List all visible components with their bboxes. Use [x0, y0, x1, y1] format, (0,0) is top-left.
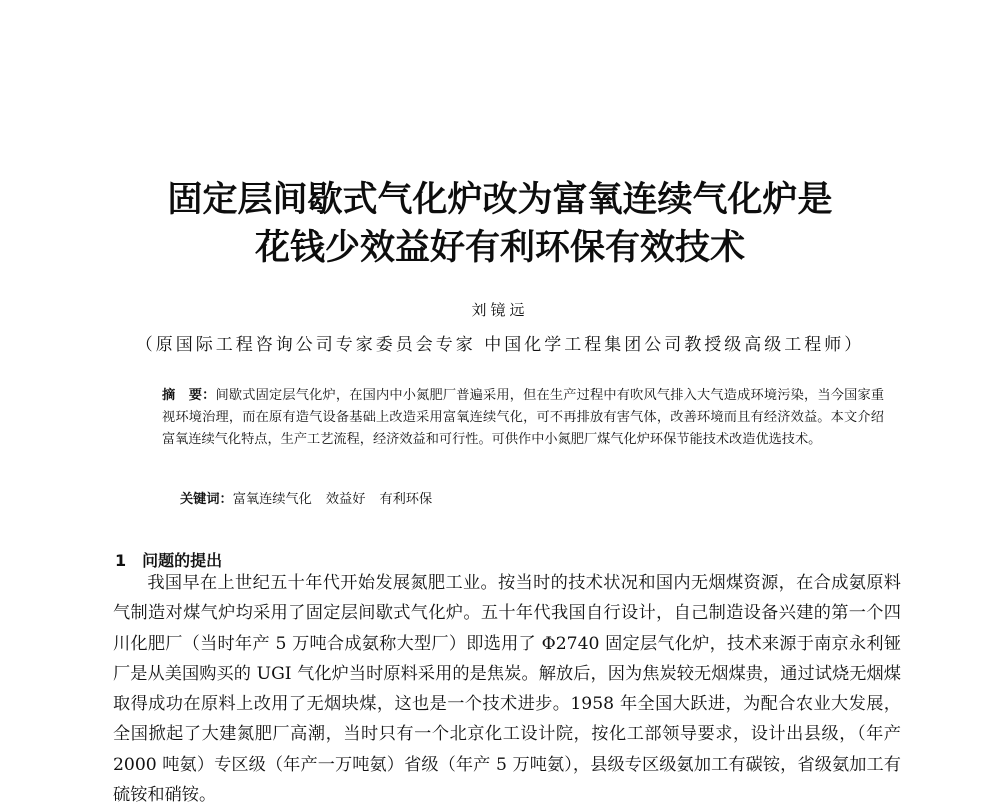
author-name: 刘镜远 [471, 301, 529, 319]
section-body [113, 568, 901, 810]
author-affiliation: （原国际工程咨询公司专家委员会专家 中国化学工程集团公司教授级高级工程师） [135, 335, 865, 355]
keywords-label: 关键词： [180, 492, 233, 507]
keyword-item: 有利环保 [379, 492, 433, 507]
abstract-label: 摘 要： [162, 388, 216, 403]
section-number: 1 [115, 551, 127, 570]
keywords [180, 488, 432, 507]
keyword-item: 富氧连续气化 [232, 492, 312, 507]
keyword-item: 效益好 [325, 492, 366, 507]
paper-title-line-1: 固定层间歇式气化炉改为富氧连续气化炉是 [167, 180, 833, 220]
paper-title-line-2: 花钱少效益好有利环保有效技术 [254, 228, 745, 268]
section-title: 问题的提出 [142, 551, 223, 570]
body-paragraph: 我国早在上世纪五十年代开始发展氮肥工业。按当时的技术状况和国内无烟煤资源，在合成氨原料气制造对煤气炉均采用了固定层间歇式气化炉。五十年代我国自行设计，自己制造设备兴建的第一个四川化肥厂（当时年产 5 万吨合成氨称大型厂）即选用了 Φ2740 固定层气化炉，技术来源于南京永利铔厂是从美国购买的 UGI 气化炉当时原料采用的是焦炭。解放后，因为焦炭较无烟煤贵，通过试烧无烟煤取得成功在原料上改用了无烟块煤，这也是一个技术进步。1958 年全国大跃进，为配合农业大发展，全国掀起了大建氮肥厂高潮，当时只有一个北京化工设计院，按化工部领导要求，设计出县级，（年产 2000 吨氨）专区级（年产一万吨氨）省级（年产 5 万吨氨），县级专区级氨加工有碳铵，省级氨加工有硫铵和硝铵。 [113, 573, 901, 806]
abstract [162, 385, 884, 451]
abstract-text: 间歇式固定层气化炉，在国内中小氮肥厂普遍采用，但在生产过程中有吹风气排入大气造成环境污染，当今国家重视环境治理，而在原有造气设备基础上改造采用富氧连续气化，可不再排放有害气体，改善环境而且有经济效益。本文介绍富氧连续气化特点，生产工艺流程，经济效益和可行性。可供作中小氮肥厂煤气化炉环保节能技术改造优选技术。 [162, 388, 885, 447]
